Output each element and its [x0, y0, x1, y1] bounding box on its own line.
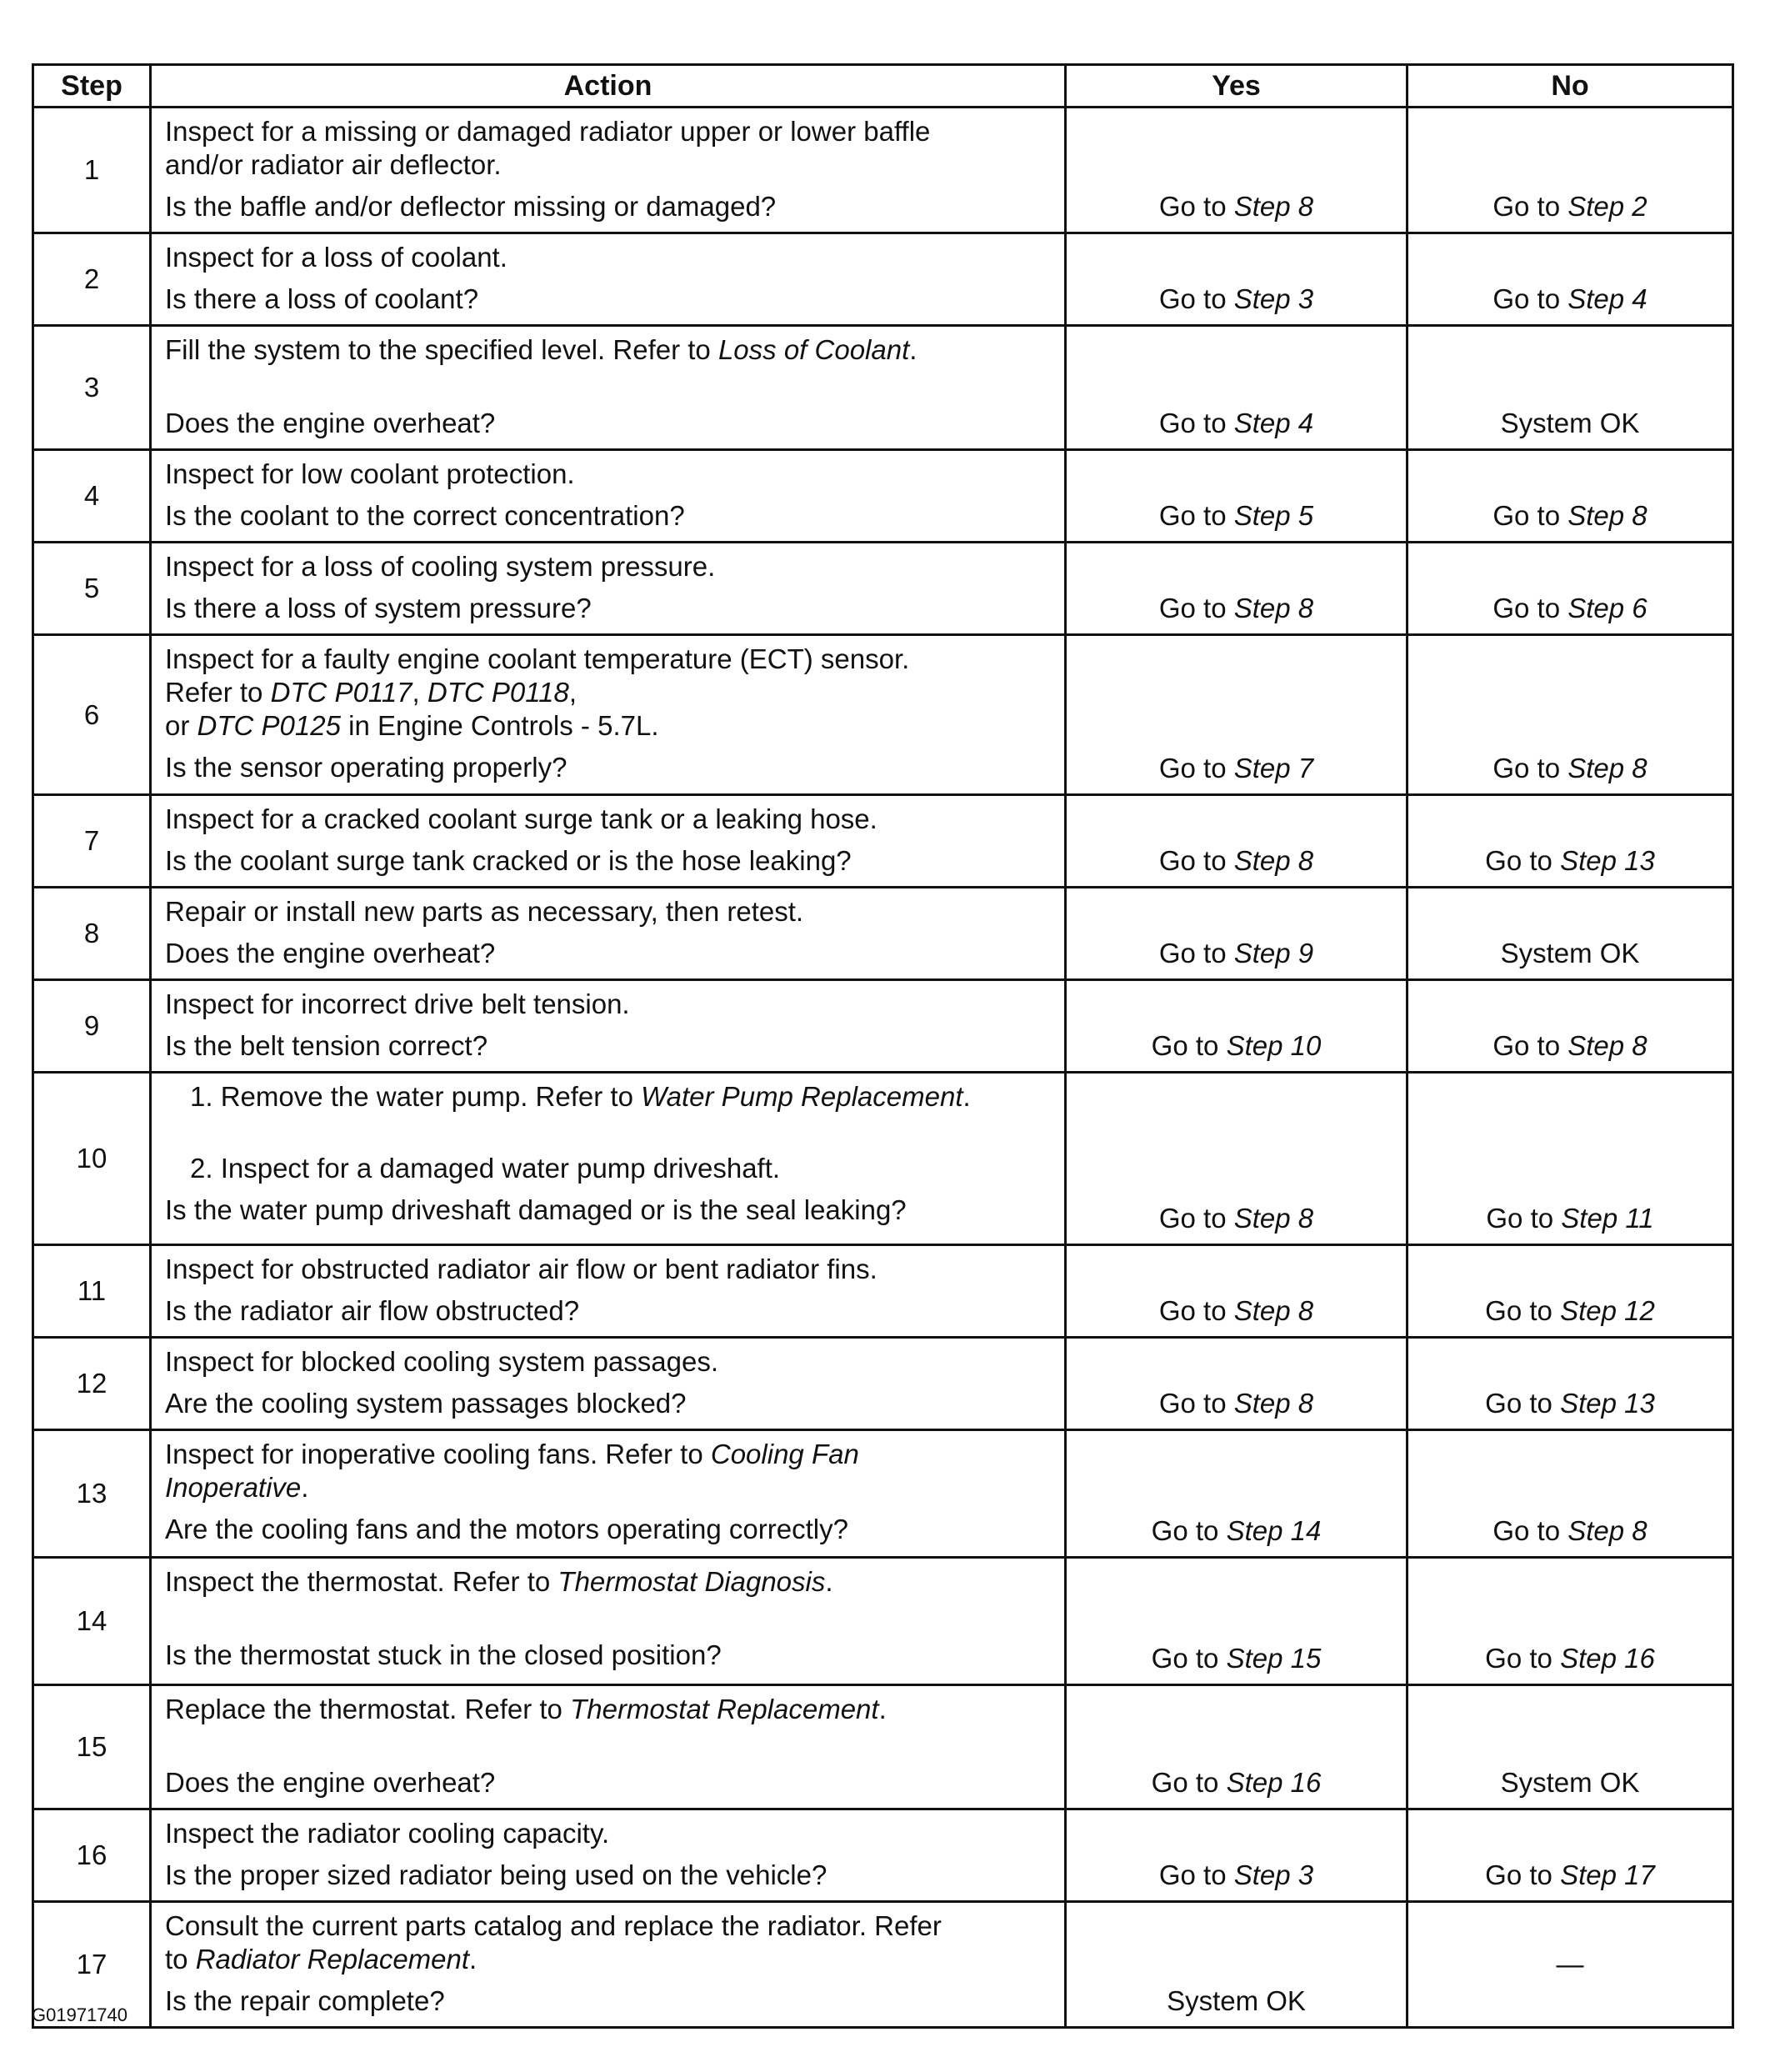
text-segment: Consult the current parts catalog and replace the radiator. Refer: [165, 1910, 942, 1941]
reference-text: Step 8: [1568, 1030, 1648, 1061]
text-segment: Go to: [1158, 408, 1234, 438]
action-line: [165, 1943, 1052, 1976]
text-segment: Go to: [1485, 1859, 1561, 1890]
document: [32, 63, 1732, 2029]
text-segment: Go to: [1492, 1515, 1568, 1546]
action-line: [165, 1471, 1052, 1504]
text-segment: in Engine Controls - 5.7L.: [340, 710, 659, 741]
action-question: [165, 1513, 1052, 1546]
step-number: 2: [33, 233, 151, 326]
action-question: [165, 407, 1052, 440]
step-number: 15: [33, 1685, 151, 1809]
text-segment: Inspect for a missing or damaged radiator upper or lower baffle: [165, 116, 931, 147]
reference-text: Step 3: [1233, 1859, 1314, 1890]
text-segment: Inspect for a loss of cooling system pressure.: [165, 551, 716, 582]
action-question: [165, 1984, 1052, 2018]
text-segment: Inspect for inoperative cooling fans. Refer to: [165, 1439, 711, 1469]
reference-text: Step 13: [1560, 1388, 1655, 1419]
text-segment: Go to: [1158, 1203, 1234, 1234]
action-line: [165, 1693, 1052, 1726]
table-row: [33, 543, 1733, 635]
text-segment: or: [165, 710, 198, 741]
text-segment: Go to: [1151, 1767, 1227, 1798]
action-line: [165, 709, 1052, 743]
action-line: [165, 988, 1052, 1021]
text-segment: Is there a loss of system pressure?: [165, 593, 592, 623]
text-segment: Inspect for blocked cooling system passages.: [165, 1346, 719, 1377]
step-number: 4: [33, 450, 151, 543]
text-segment: Is the radiator air flow obstructed?: [165, 1295, 580, 1326]
reference-text: Step 15: [1226, 1643, 1322, 1674]
text-segment: Go to: [1158, 753, 1234, 783]
no-result: [1408, 233, 1733, 326]
text-segment: Go to: [1492, 1030, 1568, 1061]
reference-text: Step 2: [1568, 191, 1648, 222]
text-segment: Does the engine overheat?: [165, 938, 496, 968]
text-segment: Inspect for incorrect drive belt tension.: [165, 988, 630, 1019]
text-segment: Go to: [1158, 500, 1234, 531]
reference-text: Step 8: [1233, 1388, 1314, 1419]
text-segment: Is there a loss of coolant?: [165, 283, 479, 314]
text-segment: Fill the system to the specified level. Refer to: [165, 334, 718, 365]
yes-result: [1066, 795, 1408, 888]
action-line: [165, 676, 1052, 709]
text-segment: Does the engine overheat?: [165, 408, 496, 438]
text-segment: .: [909, 334, 918, 365]
reference-text: Step 10: [1226, 1030, 1322, 1061]
action-line: [165, 1565, 1052, 1599]
text-segment: and/or radiator air deflector.: [165, 149, 502, 180]
no-result: [1408, 326, 1733, 450]
text-segment: Is the coolant to the correct concentration?: [165, 500, 685, 531]
reference-text: Water Pump Replacement: [641, 1081, 963, 1112]
reference-text: Step 8: [1233, 593, 1314, 623]
action-question: [165, 1194, 1052, 1227]
action-line: [165, 1817, 1052, 1850]
reference-text: Step 6: [1568, 593, 1648, 623]
no-result: [1408, 450, 1733, 543]
action-line: [165, 803, 1052, 836]
text-segment: System OK: [1500, 1767, 1640, 1798]
yes-result: [1066, 543, 1408, 635]
text-segment: Go to: [1485, 1295, 1561, 1326]
header-step: Step: [33, 65, 151, 108]
action-cell: [151, 1809, 1066, 1902]
text-segment: Go to: [1492, 593, 1568, 623]
reference-text: Cooling Fan: [710, 1439, 859, 1469]
table-row: [33, 233, 1733, 326]
table-row: [33, 108, 1733, 233]
no-result: [1408, 1685, 1733, 1809]
table-row: [33, 1073, 1733, 1245]
reference-text: Step 3: [1233, 283, 1314, 314]
yes-result: [1066, 1073, 1408, 1245]
text-segment: Go to: [1158, 1388, 1234, 1419]
reference-text: Step 16: [1226, 1767, 1322, 1798]
text-segment: Go to: [1158, 1859, 1234, 1890]
table-row: [33, 1902, 1733, 2028]
step-number: 16: [33, 1809, 151, 1902]
action-cell: [151, 888, 1066, 980]
text-segment: .: [878, 1694, 887, 1724]
text-segment: Go to: [1158, 593, 1234, 623]
action-question: [165, 190, 1052, 223]
action-line: [165, 550, 1052, 583]
yes-result: [1066, 1685, 1408, 1809]
text-segment: Go to: [1485, 1643, 1561, 1674]
action-cell: [151, 635, 1066, 795]
yes-result: [1066, 1338, 1408, 1430]
text-segment: Inspect for a cracked coolant surge tank or a leaking hose.: [165, 803, 878, 834]
step-number: 1: [33, 108, 151, 233]
reference-text: Inoperative: [165, 1472, 302, 1503]
step-number: 9: [33, 980, 151, 1073]
text-segment: Replace the thermostat. Refer to: [165, 1694, 571, 1724]
table-row: [33, 888, 1733, 980]
yes-result: [1066, 108, 1408, 233]
no-result: [1408, 888, 1733, 980]
reference-text: Step 8: [1568, 753, 1648, 783]
text-segment: 1. Remove the water pump. Refer to: [190, 1081, 642, 1112]
text-segment: Go to: [1151, 1515, 1227, 1546]
text-segment: Inspect for low coolant protection.: [165, 458, 575, 489]
action-line: [165, 1345, 1052, 1379]
no-result: [1408, 635, 1733, 795]
no-result: [1408, 1902, 1733, 2028]
action-line: [165, 1909, 1052, 1943]
no-result: [1408, 795, 1733, 888]
action-question: [165, 751, 1052, 784]
action-question: [165, 592, 1052, 625]
action-cell: [151, 233, 1066, 326]
text-segment: Is the coolant surge tank cracked or is the hose leaking?: [165, 845, 852, 876]
header-yes: Yes: [1066, 65, 1408, 108]
step-number: 10: [33, 1073, 151, 1245]
action-line: [165, 458, 1052, 491]
action-cell: [151, 1558, 1066, 1685]
header-no: No: [1408, 65, 1733, 108]
action-cell: [151, 1430, 1066, 1558]
action-line: [165, 241, 1052, 274]
text-segment: System OK: [1500, 408, 1640, 438]
text-segment: Go to: [1158, 845, 1234, 876]
table-row: [33, 980, 1733, 1073]
action-cell: [151, 543, 1066, 635]
text-segment: Are the cooling fans and the motors operating correctly?: [165, 1514, 848, 1544]
step-number: 13: [33, 1430, 151, 1558]
table-row: [33, 326, 1733, 450]
reference-text: Loss of Coolant: [718, 334, 910, 365]
table-row: [33, 635, 1733, 795]
reference-text: Step 11: [1561, 1203, 1654, 1234]
yes-result: [1066, 888, 1408, 980]
step-number: 7: [33, 795, 151, 888]
text-segment: Inspect for a faulty engine coolant temperature (ECT) sensor.: [165, 643, 910, 674]
text-segment: Inspect for obstructed radiator air flow or bent radiator fins.: [165, 1254, 878, 1284]
text-segment: Repair or install new parts as necessary, then retest.: [165, 896, 804, 927]
text-segment: Go to: [1485, 1388, 1561, 1419]
text-segment: Inspect the thermostat. Refer to: [165, 1566, 558, 1597]
text-segment: .: [301, 1472, 309, 1503]
action-cell: [151, 1073, 1066, 1245]
step-number: 5: [33, 543, 151, 635]
text-segment: Go to: [1158, 283, 1234, 314]
reference-text: Thermostat Replacement: [570, 1694, 879, 1724]
table-row: [33, 1245, 1733, 1338]
reference-text: Step 17: [1560, 1859, 1655, 1890]
action-question: [165, 1029, 1052, 1063]
yes-result: [1066, 635, 1408, 795]
action-cell: [151, 795, 1066, 888]
step-number: 17: [33, 1902, 151, 2028]
text-segment: .: [825, 1566, 833, 1597]
step-number: 14: [33, 1558, 151, 1685]
reference-text: Step 8: [1233, 191, 1314, 222]
action-line: [165, 333, 1052, 367]
yes-result: [1066, 1902, 1408, 2028]
reference-text: Step 7: [1233, 753, 1314, 783]
step-number: 3: [33, 326, 151, 450]
yes-result: [1066, 326, 1408, 450]
text-segment: Are the cooling system passages blocked?: [165, 1388, 687, 1419]
header-row: [33, 65, 1733, 108]
text-segment: .: [469, 1944, 478, 1974]
no-result: [1408, 1073, 1733, 1245]
reference-text: Step 12: [1560, 1295, 1655, 1326]
reference-text: Thermostat Diagnosis: [558, 1566, 826, 1597]
reference-text: DTC P0118: [427, 677, 569, 708]
text-segment: Refer to: [165, 677, 271, 708]
action-line: [165, 643, 1052, 676]
action-cell: [151, 450, 1066, 543]
text-segment: Go to: [1485, 845, 1561, 876]
text-segment: ,: [568, 677, 578, 708]
text-segment: Inspect the radiator cooling capacity.: [165, 1818, 610, 1849]
action-question: [165, 937, 1052, 970]
action-list-item: [165, 1080, 1052, 1114]
reference-text: Step 14: [1226, 1515, 1322, 1546]
reference-text: Step 4: [1568, 283, 1648, 314]
reference-text: Step 8: [1233, 1203, 1314, 1234]
action-line: [165, 1253, 1052, 1286]
action-question: [165, 499, 1052, 533]
action-question: [165, 1859, 1052, 1892]
yes-result: [1066, 980, 1408, 1073]
reference-text: Step 8: [1233, 845, 1314, 876]
step-number: 8: [33, 888, 151, 980]
reference-text: Step 4: [1233, 408, 1314, 438]
no-result: [1408, 1558, 1733, 1685]
action-line: [165, 148, 1052, 182]
reference-text: DTC P0117: [270, 677, 412, 708]
text-segment: Is the sensor operating properly?: [165, 752, 568, 783]
action-list-item: [165, 1152, 1052, 1185]
reference-text: Step 5: [1233, 500, 1314, 531]
table-body: [33, 108, 1733, 2028]
text-segment: Does the engine overheat?: [165, 1767, 496, 1798]
action-question: [165, 1639, 1052, 1672]
text-segment: Go to: [1492, 500, 1568, 531]
reference-text: Radiator Replacement: [195, 1944, 470, 1974]
reference-text: Step 13: [1560, 845, 1655, 876]
action-question: [165, 1387, 1052, 1420]
text-segment: —: [1556, 1949, 1584, 1979]
action-cell: [151, 1902, 1066, 2028]
text-segment: .: [962, 1081, 971, 1112]
reference-text: Step 8: [1568, 500, 1648, 531]
action-cell: [151, 980, 1066, 1073]
diagnostic-table: [32, 63, 1734, 2029]
text-segment: ,: [412, 677, 428, 708]
header-action: Action: [151, 65, 1066, 108]
text-segment: System OK: [1167, 1985, 1306, 2016]
action-line: [165, 895, 1052, 928]
text-segment: Is the water pump driveshaft damaged or is the seal leaking?: [165, 1194, 907, 1225]
table-row: [33, 1430, 1733, 1558]
table-row: [33, 1685, 1733, 1809]
reference-text: Step 16: [1560, 1643, 1655, 1674]
text-segment: Go to: [1151, 1030, 1227, 1061]
yes-result: [1066, 1430, 1408, 1558]
figure-id: G01971740: [32, 2004, 128, 2025]
table-row: [33, 1558, 1733, 1685]
step-number: 11: [33, 1245, 151, 1338]
reference-text: DTC P0125: [197, 710, 341, 741]
text-segment: Go to: [1492, 753, 1568, 783]
action-cell: [151, 1338, 1066, 1430]
text-segment: Is the proper sized radiator being used on the vehicle?: [165, 1859, 828, 1890]
text-segment: Go to: [1158, 191, 1234, 222]
text-segment: System OK: [1500, 938, 1640, 968]
yes-result: [1066, 450, 1408, 543]
no-result: [1408, 1430, 1733, 1558]
no-result: [1408, 108, 1733, 233]
reference-text: Step 8: [1233, 1295, 1314, 1326]
text-segment: Inspect for a loss of coolant.: [165, 242, 508, 273]
yes-result: [1066, 1809, 1408, 1902]
table-row: [33, 1809, 1733, 1902]
no-result: [1408, 1245, 1733, 1338]
action-line: [165, 1438, 1052, 1471]
text-segment: 2. Inspect for a damaged water pump driveshaft.: [190, 1153, 781, 1184]
action-question: [165, 1294, 1052, 1328]
action-question: [165, 844, 1052, 878]
text-segment: Go to: [1486, 1203, 1562, 1234]
step-number: 12: [33, 1338, 151, 1430]
action-question: [165, 283, 1052, 316]
no-result: [1408, 543, 1733, 635]
step-number: 6: [33, 635, 151, 795]
text-segment: Go to: [1158, 1295, 1234, 1326]
text-segment: Go to: [1492, 191, 1568, 222]
no-result: [1408, 980, 1733, 1073]
reference-text: Step 8: [1568, 1515, 1648, 1546]
text-segment: Is the belt tension correct?: [165, 1030, 488, 1061]
reference-text: Step 9: [1233, 938, 1314, 968]
action-cell: [151, 326, 1066, 450]
action-question: [165, 1766, 1052, 1799]
action-cell: [151, 108, 1066, 233]
text-segment: Is the baffle and/or deflector missing or damaged?: [165, 191, 777, 222]
table-row: [33, 795, 1733, 888]
text-segment: Go to: [1492, 283, 1568, 314]
yes-result: [1066, 1558, 1408, 1685]
text-segment: Is the thermostat stuck in the closed position?: [165, 1639, 722, 1670]
table-row: [33, 450, 1733, 543]
text-segment: to: [165, 1944, 196, 1974]
action-cell: [151, 1245, 1066, 1338]
action-line: [165, 115, 1052, 148]
text-segment: Go to: [1158, 938, 1234, 968]
table-row: [33, 1338, 1733, 1430]
text-segment: Go to: [1151, 1643, 1227, 1674]
no-result: [1408, 1809, 1733, 1902]
action-cell: [151, 1685, 1066, 1809]
yes-result: [1066, 233, 1408, 326]
no-result: [1408, 1338, 1733, 1430]
yes-result: [1066, 1245, 1408, 1338]
text-segment: Is the repair complete?: [165, 1985, 445, 2016]
